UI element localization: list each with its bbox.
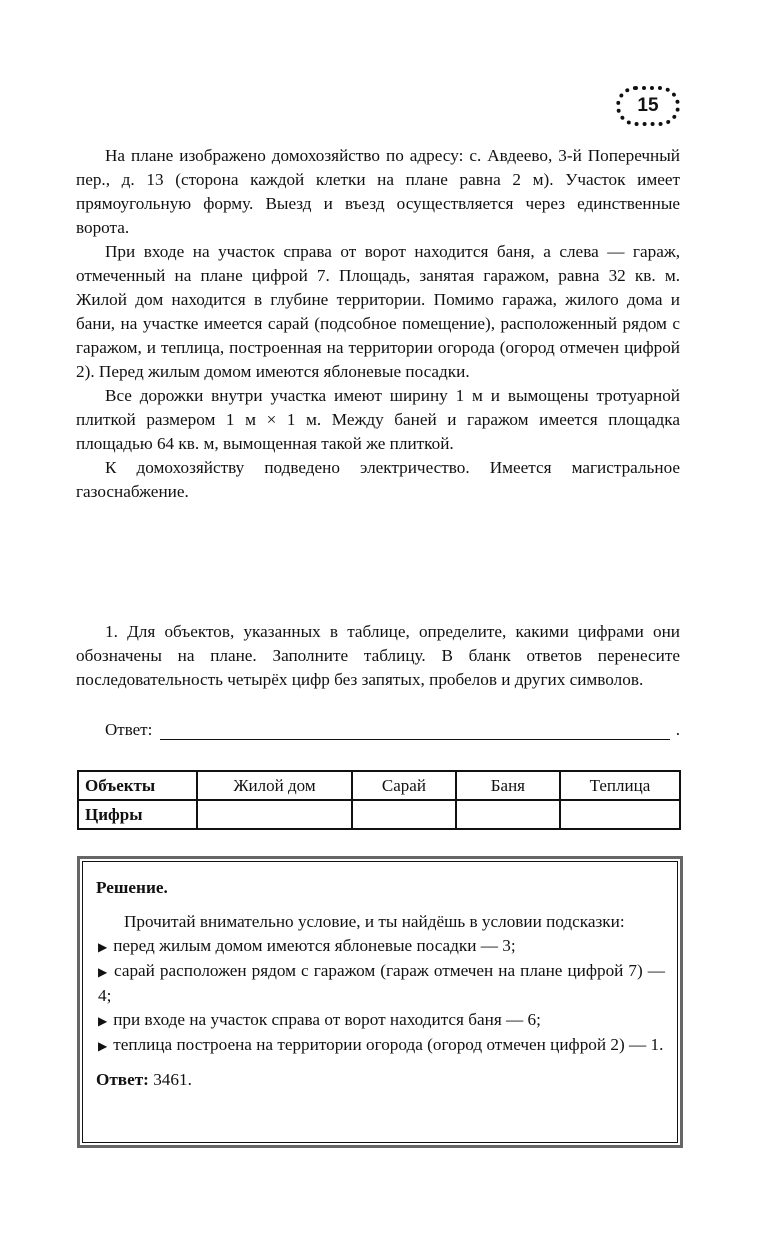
solution-item-text: перед жилым домом имеются яблоневые посадки — 3; [113, 936, 516, 955]
table-header-cell: Сарай [352, 771, 456, 800]
solution-item-text: сарай расположен рядом с гаражом (гараж отмечен на плане цифрой 7) — 4; [98, 961, 665, 1005]
table-row [78, 800, 680, 829]
intro-paragraph: На плане изображено домохозяйство по адресу: с. Авдеево, 3-й Поперечный пер., д. 13 (сторона каждой клетки на плане равна 2 м). Участок имеет прямоугольную форму. Выезд и въезд осуществляется через единственные ворота. [76, 146, 680, 237]
solution-item-text: теплица построена на территории огорода (огород отмечен цифрой 2) — 1. [113, 1035, 664, 1054]
table-cell[interactable] [197, 800, 352, 829]
solution-item [96, 934, 665, 959]
table-header-row [78, 771, 680, 800]
solution-item [96, 959, 665, 1008]
page-number-text: 15 [637, 95, 659, 116]
solution-item-text: при входе на участок справа от ворот находится баня — 6; [113, 1010, 541, 1029]
table-header-cell: Жилой дом [197, 771, 352, 800]
triangle-bullet-icon: ▶ [98, 940, 108, 954]
table-header-cell: Объекты [78, 771, 197, 800]
solution-title: Решение. [96, 878, 168, 897]
triangle-bullet-icon: ▶ [98, 1039, 108, 1053]
intro-paragraph: К домохозяйству подведено электричество. Имеется магистральное газоснабжение. [76, 458, 680, 501]
triangle-bullet-icon: ▶ [98, 1014, 108, 1028]
solution-box [77, 856, 683, 1148]
solution-lead: Прочитай внимательно условие, и ты найдёшь в условии подсказки: [124, 912, 625, 931]
solution-item [96, 1033, 665, 1058]
solution-answer [96, 1068, 665, 1092]
table-cell[interactable] [560, 800, 680, 829]
task-text [76, 620, 680, 692]
answer-row [105, 720, 680, 740]
triangle-bullet-icon: ▶ [98, 965, 108, 979]
solution-answer-value: 3461. [153, 1070, 192, 1089]
intro-paragraph: Все дорожки внутри участка имеют ширину 1 м и вымощены тротуарной плиткой размером 1 м × 1 м. Между баней и гаражом имеется площадка площадью 64 кв. м, вымощенная такой же плиткой. [76, 386, 680, 453]
solution-answer-label: Ответ: [96, 1070, 149, 1089]
table-row-label: Цифры [78, 800, 197, 829]
solution-item [96, 1008, 665, 1033]
table-cell[interactable] [352, 800, 456, 829]
table-header-cell: Теплица [560, 771, 680, 800]
intro-paragraph: При входе на участок справа от ворот находится баня, а слева — гараж, отмеченный на плане цифрой 7. Площадь, занятая гаражом, равна 32 кв. м. Жилой дом находится в глубине территории. Помимо гаража, жилого дома и бани, на участке имеется сарай (подсобное помещение), расположенный рядом с гаражом, и теплица, построенная на территории огорода (огород отмечен цифрой 2). Перед жилым домом имеются яблоневые посадки. [76, 242, 680, 381]
answer-field[interactable] [160, 721, 669, 740]
table-header-cell: Баня [456, 771, 560, 800]
intro-text [76, 144, 680, 504]
task-paragraph: 1. Для объектов, указанных в таблице, определите, какими цифрами они обозначены на плане. Заполните таблицу. В бланк ответов перенесите последовательность четырёх цифр без запятых, пробелов и других символов. [76, 622, 680, 689]
answer-end: . [675, 720, 680, 739]
table-cell[interactable] [456, 800, 560, 829]
answer-label: Ответ: [105, 720, 153, 739]
answer-table [77, 770, 681, 830]
page-number [616, 86, 680, 126]
